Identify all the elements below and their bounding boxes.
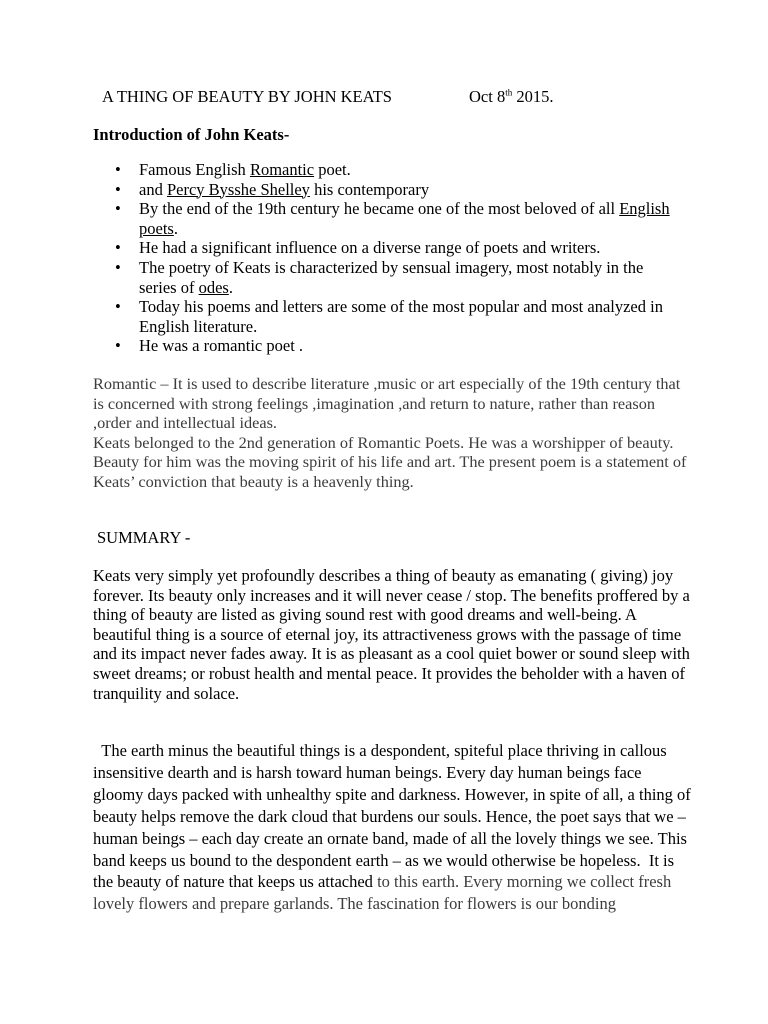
earth-paragraph-continuation: to this earth. Every morning we collect fresh lovely flowers and prepare garlands. The fascination for flowers is our bonding xyxy=(93,872,672,914)
bullet-icon: • xyxy=(115,297,121,317)
list-item xyxy=(93,238,683,258)
date-rest: 2015. xyxy=(512,87,554,106)
date-ordinal-suffix: th xyxy=(505,87,513,98)
list-item-text: and xyxy=(139,179,167,199)
keats-beauty-note: Keats belonged to the 2nd generation of Romantic Poets. He was a worshipper of beauty. Beauty for him was the moving spirit of his life and art. The present poem is a statement of Keats’ conviction that beauty is a heavenly thing. xyxy=(93,432,687,491)
bullet-icon: • xyxy=(115,179,121,199)
link-english-poets[interactable]: English poets xyxy=(139,199,670,238)
bullet-icon: • xyxy=(115,160,121,179)
link-odes[interactable]: odes xyxy=(198,277,229,297)
earth-paragraph xyxy=(93,740,693,915)
romantic-definition-block xyxy=(93,374,693,492)
list-item-text: He was a romantic poet . xyxy=(139,336,304,356)
list-item-text: By the end of the 19th century he became one of the most beloved of all xyxy=(139,199,620,219)
list-item xyxy=(93,336,683,356)
intro-heading: Introduction of John Keats- xyxy=(93,125,290,144)
list-item xyxy=(93,297,683,336)
summary-heading: SUMMARY - xyxy=(97,528,191,547)
list-item xyxy=(93,199,683,238)
list-item-text: . xyxy=(228,277,233,297)
bullet-icon: • xyxy=(115,257,121,277)
document-date xyxy=(469,87,553,107)
link-romantic[interactable]: Romantic xyxy=(249,160,315,179)
bullet-icon: • xyxy=(115,238,121,258)
list-item-text: He had a significant influence on a diverse range of poets and writers. xyxy=(139,238,601,258)
list-item-text: Today his poems and letters are some of the most popular and most analyzed in English literature. xyxy=(139,297,663,336)
document-title: A THING OF BEAUTY BY JOHN KEATS xyxy=(102,87,392,106)
bullet-icon: • xyxy=(115,336,121,356)
list-item-text: Famous English xyxy=(139,160,250,179)
list-item xyxy=(93,160,683,180)
list-item-text: The poetry of Keats is characterized by sensual imagery, most notably in the series of xyxy=(139,257,644,297)
earth-paragraph-text: The earth minus the beautiful things is a despondent, spiteful place thriving in callous insensitive dearth and is harsh toward human beings. Every day human beings face gloomy days packed with unhealthy spite and darkness. However, in spite of all, a thing of beauty helps remove the dark cloud that burdens our souls. Hence, the poet says that we – human beings – each day create an ornate band, made of all the lovely things we see. This band keeps us bound to the despondent earth – as we would otherwise be hopeless. It is the beauty of nature that keeps us attached xyxy=(93,741,695,892)
list-item xyxy=(93,258,683,297)
date-prefix: Oct 8 xyxy=(469,87,506,106)
bullet-icon: • xyxy=(115,199,121,219)
intro-bullet-list xyxy=(93,160,683,356)
summary-paragraph: Keats very simply yet profoundly describes a thing of beauty as emanating ( giving) joy forever. Its beauty only increases and it will never cease / stop. The benefits proffered by a thing of beauty are listed as giving sound rest with good dreams and well-being. A beautiful thing is a source of eternal joy, its attractiveness grows with the passage of time and its impact never fades away. It is as pleasant as a cool quiet bower or sound sleep with sweet dreams; or robust health and mental peace. It provides the beholder with a haven of tranquility and solace. xyxy=(93,566,690,703)
list-item-text: his contemporary xyxy=(309,179,430,199)
list-item xyxy=(93,180,683,200)
list-item-text: . xyxy=(173,218,178,238)
romantic-definition: Romantic – It is used to describe literature ,music or art especially of the 19th century that is concerned with strong feelings ,imagination ,and return to nature, rather than reason ,order and intellectual ideas. xyxy=(93,374,681,433)
list-item-text: poet. xyxy=(314,160,351,179)
link-percy-bysshe-shelley[interactable]: Percy Bysshe Shelley xyxy=(166,179,310,199)
